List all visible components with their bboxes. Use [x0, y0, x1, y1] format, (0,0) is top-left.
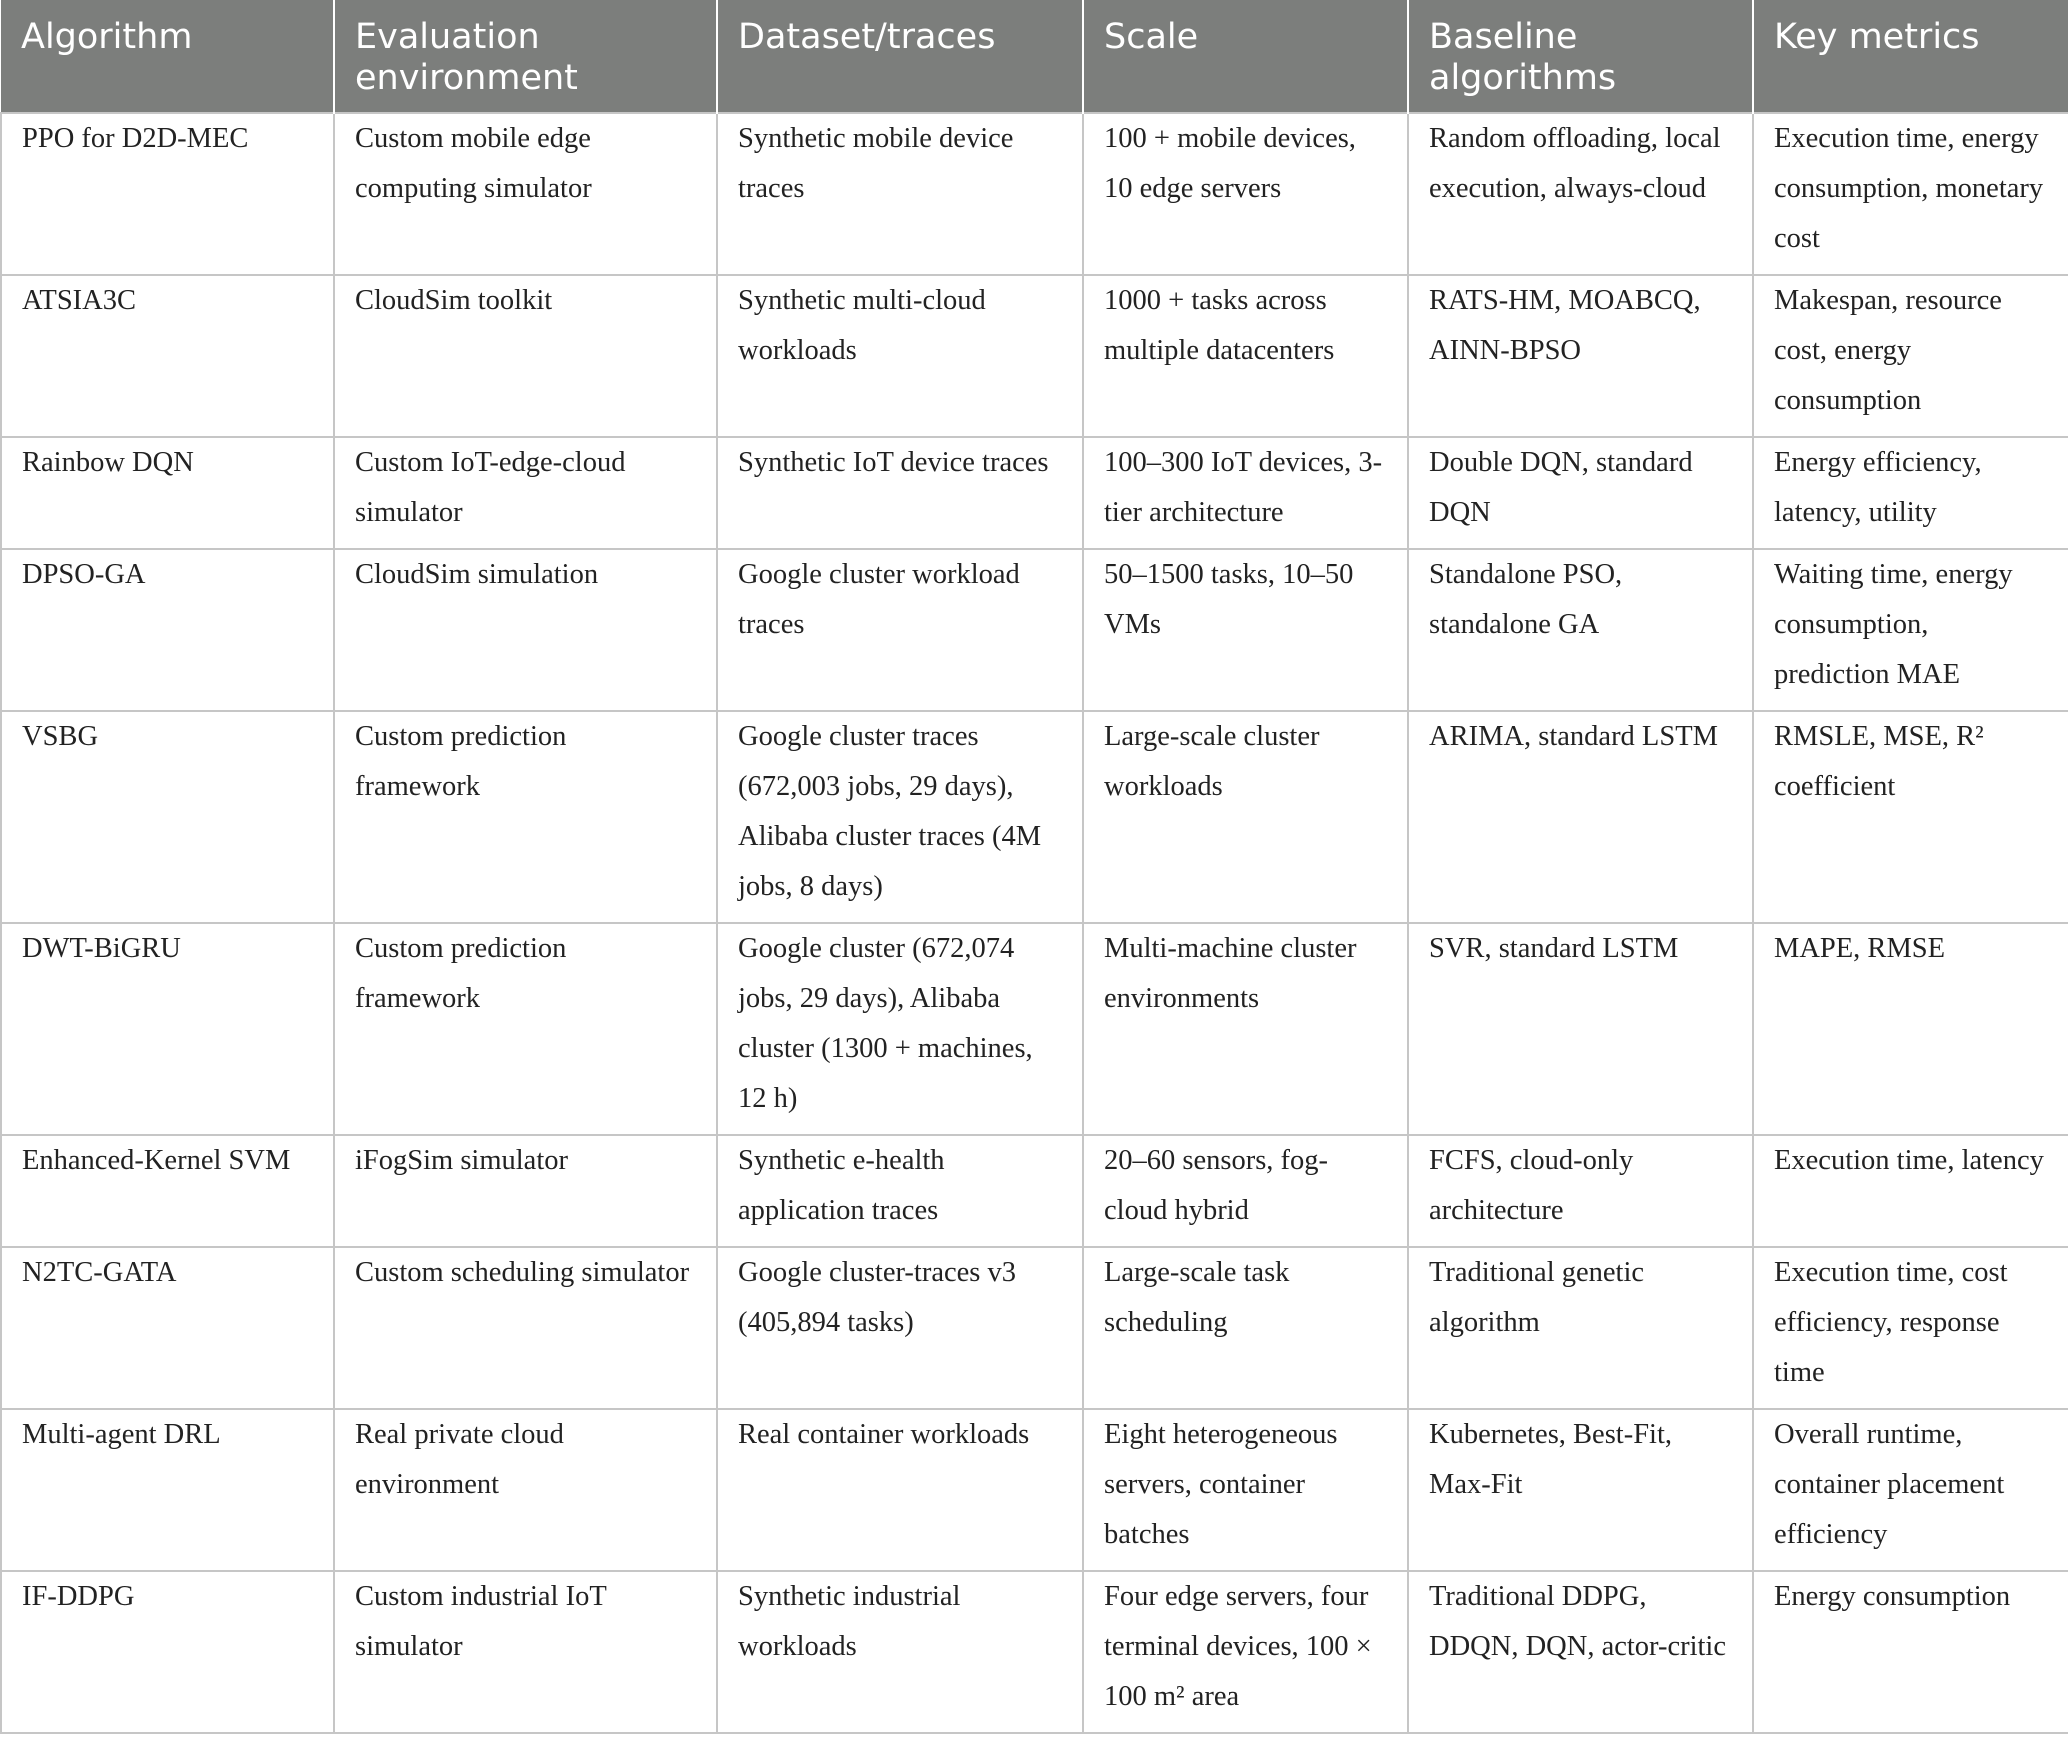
- table-cell: Overall runtime, container placement efficiency: [1753, 1409, 2068, 1571]
- table-cell: Synthetic e-health application traces: [717, 1135, 1083, 1247]
- table-cell: Custom prediction framework: [334, 711, 717, 923]
- table-cell: Traditional genetic algorithm: [1408, 1247, 1753, 1409]
- table-cell: Traditional DDPG, DDQN, DQN, actor-critic: [1408, 1571, 1753, 1733]
- table-cell: Energy efficiency, latency, utility: [1753, 437, 2068, 549]
- table-cell: MAPE, RMSE: [1753, 923, 2068, 1135]
- table-cell: 50–1500 tasks, 10–50 VMs: [1083, 549, 1408, 711]
- table-cell: Multi-agent DRL: [1, 1409, 334, 1571]
- table-cell: CloudSim simulation: [334, 549, 717, 711]
- table-cell: N2TC-GATA: [1, 1247, 334, 1409]
- table-cell: CloudSim toolkit: [334, 275, 717, 437]
- table-cell: 100–300 IoT devices, 3-tier architecture: [1083, 437, 1408, 549]
- table-cell: Custom industrial IoT simulator: [334, 1571, 717, 1733]
- table-row: [1, 437, 2068, 549]
- table-cell: Large-scale task scheduling: [1083, 1247, 1408, 1409]
- table-row: [1, 1409, 2068, 1571]
- table-row: [1, 1135, 2068, 1247]
- table-cell: Standalone PSO, standalone GA: [1408, 549, 1753, 711]
- table-row: [1, 1571, 2068, 1733]
- table-cell: 1000 + tasks across multiple datacenters: [1083, 275, 1408, 437]
- table-row: [1, 711, 2068, 923]
- table-row: [1, 275, 2068, 437]
- table-cell: Google cluster (672,074 jobs, 29 days), Alibaba cluster (1300 + machines, 12 h): [717, 923, 1083, 1135]
- table-cell: Execution time, energy consumption, monetary cost: [1753, 113, 2068, 275]
- table-cell: RMSLE, MSE, R² coefficient: [1753, 711, 2068, 923]
- table-cell: Kubernetes, Best-Fit, Max-Fit: [1408, 1409, 1753, 1571]
- table-cell: Synthetic IoT device traces: [717, 437, 1083, 549]
- table-cell: Google cluster-traces v3 (405,894 tasks): [717, 1247, 1083, 1409]
- table-cell: Custom mobile edge computing simulator: [334, 113, 717, 275]
- table-cell: VSBG: [1, 711, 334, 923]
- table-row: [1, 549, 2068, 711]
- table-cell: Enhanced-Kernel SVM: [1, 1135, 334, 1247]
- table-cell: Four edge servers, four terminal devices, 100 × 100 m² area: [1083, 1571, 1408, 1733]
- header-baseline-algorithms: Baseline algorithms: [1408, 0, 1753, 113]
- header-row: [1, 0, 2068, 113]
- header-algorithm: Algorithm: [21, 17, 193, 57]
- table-cell: Waiting time, energy consumption, prediction MAE: [1753, 549, 2068, 711]
- table-cell: iFogSim simulator: [334, 1135, 717, 1247]
- table-cell: Rainbow DQN: [1, 437, 334, 549]
- header-key-metrics: Key metrics: [1753, 0, 2068, 113]
- header-scale: Scale: [1083, 0, 1408, 113]
- table-cell: Random offloading, local execution, always-cloud: [1408, 113, 1753, 275]
- table-cell: PPO for D2D-MEC: [1, 113, 334, 275]
- table-cell: Real container workloads: [717, 1409, 1083, 1571]
- table-cell: Large-scale cluster workloads: [1083, 711, 1408, 923]
- table-row: [1, 1247, 2068, 1409]
- table-cell: FCFS, cloud-only architecture: [1408, 1135, 1753, 1247]
- table-cell: Custom prediction framework: [334, 923, 717, 1135]
- table-cell: Custom IoT-edge-cloud simulator: [334, 437, 717, 549]
- table-cell: Eight heterogeneous servers, container batches: [1083, 1409, 1408, 1571]
- table-row: [1, 923, 2068, 1135]
- table-cell: Google cluster workload traces: [717, 549, 1083, 711]
- table-cell: Synthetic mobile device traces: [717, 113, 1083, 275]
- table-cell: Real private cloud environment: [334, 1409, 717, 1571]
- table-cell: Synthetic multi-cloud workloads: [717, 275, 1083, 437]
- table-cell: DWT-BiGRU: [1, 923, 334, 1135]
- table-cell: Google cluster traces (672,003 jobs, 29 days), Alibaba cluster traces (4M jobs, 8 days): [717, 711, 1083, 923]
- header-evaluation-environment: Evaluation environment: [334, 0, 717, 113]
- table-cell: 20–60 sensors, fog-cloud hybrid: [1083, 1135, 1408, 1247]
- table-cell: ATSIA3C: [1, 275, 334, 437]
- table-cell: Double DQN, standard DQN: [1408, 437, 1753, 549]
- table-cell: IF-DDPG: [1, 1571, 334, 1733]
- table-cell: Execution time, cost efficiency, response time: [1753, 1247, 2068, 1409]
- table-cell: 100 + mobile devices, 10 edge servers: [1083, 113, 1408, 275]
- table-cell: RATS-HM, MOABCQ, AINN-BPSO: [1408, 275, 1753, 437]
- table-cell: Synthetic industrial workloads: [717, 1571, 1083, 1733]
- table-cell: Energy consumption: [1753, 1571, 2068, 1733]
- header-dataset-traces: Dataset/traces: [717, 0, 1083, 113]
- table-cell: Multi-machine cluster environments: [1083, 923, 1408, 1135]
- table-cell: Custom scheduling simulator: [334, 1247, 717, 1409]
- table-row: [1, 113, 2068, 275]
- table-cell: DPSO-GA: [1, 549, 334, 711]
- table-cell: Execution time, latency: [1753, 1135, 2068, 1247]
- table-cell: Makespan, resource cost, energy consumption: [1753, 275, 2068, 437]
- table-cell: ARIMA, standard LSTM: [1408, 711, 1753, 923]
- table-cell: SVR, standard LSTM: [1408, 923, 1753, 1135]
